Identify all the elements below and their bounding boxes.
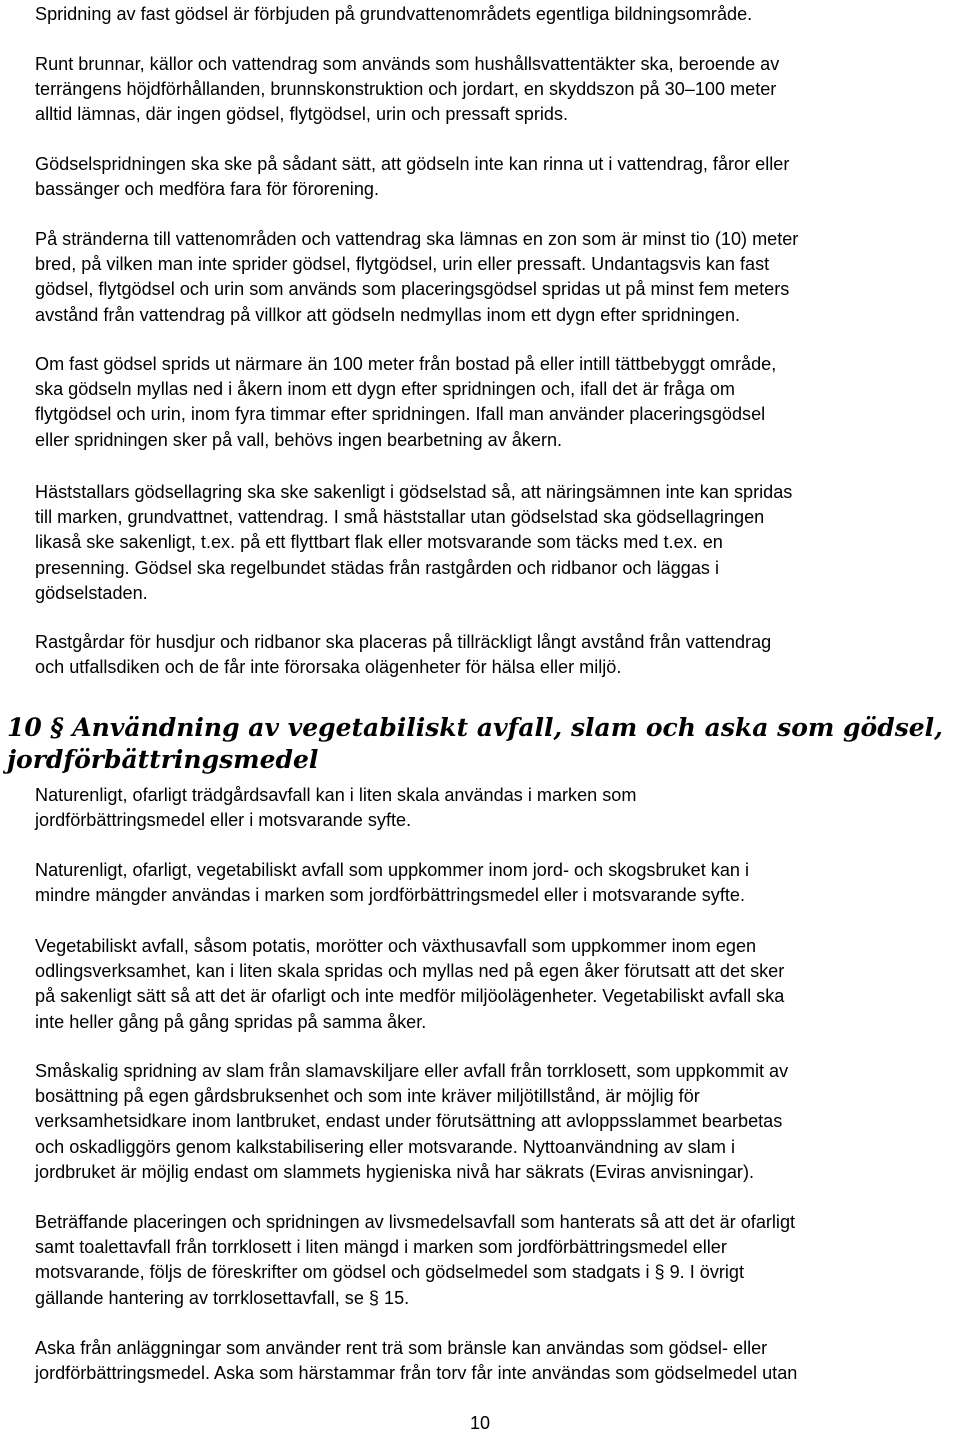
- text-line: Aska från anläggningar som använder rent trä som bränsle kan användas som gödsel- eller: [35, 1338, 768, 1358]
- text-line: bosättning på egen gårdsbruksenhet och som inte kräver miljötillstånd, är möjlig för: [35, 1086, 700, 1107]
- paragraph-food-waste: [35, 1210, 957, 1311]
- text-line: Runt brunnar, källor och vattendrag som används som hushållsvattentäkter ska, beroende av: [35, 54, 780, 74]
- text-line: flytgödsel och urin, inom fyra timmar efter spridningen. Ifall man använder placeringsgödsel: [35, 404, 766, 425]
- text-line: och utfallsdiken och de får inte förorsaka olägenheter för hälsa eller miljö.: [35, 657, 622, 678]
- text-line: bassänger och medföra fara för förorening.: [35, 179, 379, 200]
- text-line: ska gödseln myllas ned i åkern inom ett dygn efter spridningen och, ifall det är fråga om: [35, 379, 736, 400]
- text-line: Småskalig spridning av slam från slamavskiljare eller avfall från torrklosett, som uppkommit av: [35, 1061, 789, 1081]
- text-line: Om fast gödsel sprids ut närmare än 100 meter från bostad på eller intill tättbebyggt område,: [35, 354, 777, 374]
- text-line: gällande hantering av torrklosettavfall, se § 15.: [35, 1287, 410, 1308]
- text-line: inte heller gång på gång spridas på samma åker.: [35, 1011, 427, 1032]
- paragraph-sludge: [35, 1059, 957, 1185]
- paragraph-residential: [35, 352, 957, 453]
- page-number: 10: [469, 1413, 491, 1433]
- paragraph-ash: [35, 1336, 957, 1386]
- text-line: Häststallars gödsellagring ska ske sakenligt i gödselstad så, att näringsämnen inte kan spridas: [35, 482, 793, 502]
- text-line: jordförbättringsmedel. Aska som härstammar från torv får inte användas som gödselmedel utan: [35, 1363, 798, 1384]
- text-line: Vegetabiliskt avfall, såsom potatis, morötter och växthusavfall som uppkommer inom egen: [35, 936, 757, 956]
- text-line: Naturenligt, ofarligt, vegetabiliskt avfall som uppkommer inom jord- och skogsbruket kan i: [35, 860, 750, 880]
- paragraph-spreading-method: [35, 152, 957, 202]
- text-line: på sakenligt sätt så att det är ofarligt och inte medför miljöolägenheter. Vegetabiliskt avfall ska: [35, 986, 785, 1007]
- text-line: Spridning av fast gödsel är förbjuden på grundvattenområdets egentliga bildningsområde.: [35, 4, 753, 24]
- text-line: odlingsverksamhet, kan i liten skala spridas och myllas ned på egen åker förutsatt att det sker: [35, 961, 785, 982]
- text-line: På stränderna till vattenområden och vattendrag ska lämnas en zon som är minst tio (10) meter: [35, 229, 799, 249]
- paragraph-stables: [35, 480, 957, 606]
- text-line: verksamhetsidkare inom lantbruket, endast under förutsättning att avloppsslammet bearbetas: [35, 1111, 783, 1132]
- paragraph-vegetable-waste: [35, 858, 957, 908]
- paragraph-own-cultivation: [35, 934, 957, 1035]
- paragraph-wells: [35, 52, 957, 128]
- text-line: samt toalettavfall från torrklosett i liten mängd i marken som jordförbättringsmedel eller: [35, 1237, 727, 1258]
- text-line: jordförbättringsmedel eller i motsvarande syfte.: [35, 810, 412, 831]
- text-line: Gödselspridningen ska ske på sådant sätt, att gödseln inte kan rinna ut i vattendrag, fåror eller: [35, 154, 790, 174]
- paragraph-groundwater: [35, 2, 957, 27]
- text-line: och oskadliggörs genom kalkstabilisering eller motsvarande. Nyttoanvändning av slam i: [35, 1136, 735, 1157]
- text-line: bred, på vilken man inte sprider gödsel, flytgödsel, urin eller pressaft. Undantagsvis kan fast: [35, 254, 770, 275]
- heading-line: 10 § Användning av vegetabiliskt avfall, slam och aska som gödsel,: [7, 713, 943, 742]
- paragraph-garden-waste: [35, 783, 957, 833]
- text-line: motsvarande, följs de föreskrifter om gödsel och gödselmedel som stadgats i § 9. I övrigt: [35, 1262, 745, 1283]
- text-line: Beträffande placeringen och spridningen av livsmedelsavfall som hanterats så att det är ofarligt: [35, 1212, 796, 1232]
- text-line: presenning. Gödsel ska regelbundet städas från rastgården och ridbanor och läggas i: [35, 557, 719, 578]
- text-line: terrängens höjdförhållanden, brunnskonstruktion och jordart, en skyddszon på 30–100 meter: [35, 79, 777, 100]
- text-line: Rastgårdar för husdjur och ridbanor ska placeras på tillräckligt långt avstånd från vattendrag: [35, 632, 772, 652]
- heading-line: jordförbättringsmedel: [7, 745, 319, 774]
- text-line: likaså ske sakenligt, t.ex. på ett flyttbart flak eller motsvarande som täcks med t.ex. en: [35, 532, 723, 553]
- text-line: Naturenligt, ofarligt trädgårdsavfall kan i liten skala användas i marken som: [35, 785, 637, 805]
- text-line: gödselstaden.: [35, 582, 148, 603]
- text-line: mindre mängder användas i marken som jordförbättringsmedel eller i motsvarande syfte.: [35, 885, 746, 906]
- text-line: gödsel, flytgödsel och urin som används som placeringsgödsel spridas ut på minst fem meters: [35, 279, 790, 300]
- text-line: till marken, grundvattnet, vattendrag. I små häststallar utan gödselstad ska gödsellagringen: [35, 507, 765, 528]
- text-line: eller spridningen sker på vall, behövs ingen bearbetning av åkern.: [35, 429, 563, 450]
- text-line: alltid lämnas, där ingen gödsel, flytgödsel, urin och pressaft sprids.: [35, 104, 569, 125]
- text-line: avstånd från vattendrag på villkor att gödseln nedmyllas inom ett dygn efter spridningen.: [35, 304, 741, 325]
- text-line: jordbruket är möjlig endast om slammets hygieniska nivå har säkrats (Eviras anvisningar).: [35, 1161, 755, 1182]
- section-heading: [7, 712, 957, 776]
- paragraph-shores: [35, 227, 957, 328]
- paragraph-paddocks: [35, 630, 957, 680]
